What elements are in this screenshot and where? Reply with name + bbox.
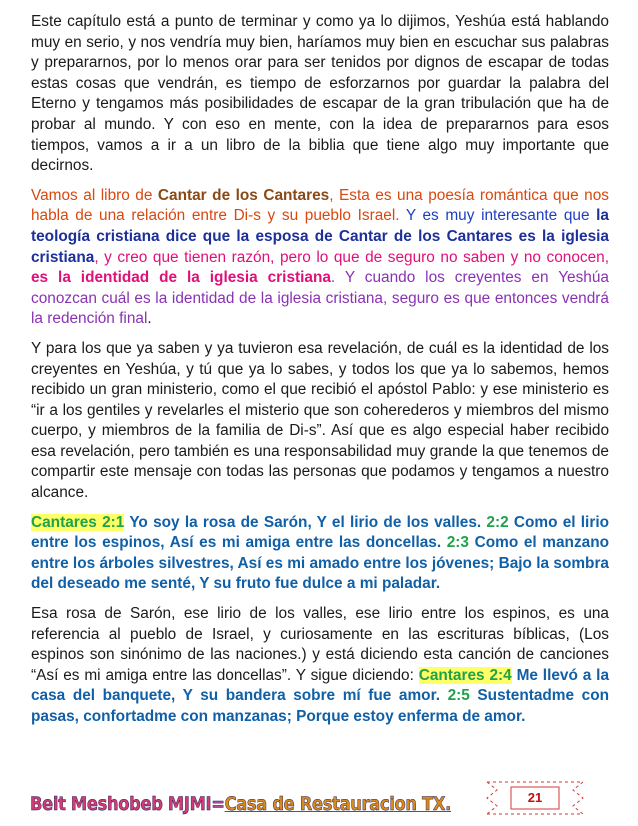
verse-ref: 2:5 bbox=[447, 687, 470, 705]
page-number-box bbox=[483, 778, 587, 818]
verse-text: Como el manzano entre los árboles silvestres, Así es mi amado entre los jóvenes; Bajo la sombra del deseado me senté, Y su fruto fue dulce a mi paladar. bbox=[31, 534, 609, 593]
p2-redemption: . Y cuando los creyentes en Yeshúa conozcan cuál es la identidad de la iglesia cristiana, seguro es que entonces vendrá la redención final bbox=[31, 269, 609, 328]
p5-text: Esa rosa de Sarón, ese lirio de los valles, ese lirio entre los espinos, es una referencia al pueblo de Israel, y curiosamente en las escrituras bíblicas, (Los espinos son sinónimo de las naciones.) y está diciendo esta canción de canciones “Así es mi amiga entre las doncellas”. Y sigue diciendo: bbox=[31, 605, 609, 684]
verse-ref-highlight: Cantares 2:1 bbox=[31, 513, 125, 531]
book-title: Cantar de los Cantares bbox=[157, 186, 330, 204]
p2-intro: Vamos al libro de bbox=[31, 186, 158, 204]
paragraph-2 bbox=[31, 186, 609, 330]
paragraph-1: Este capítulo está a punto de terminar y como ya lo dijimos, Yeshúa está hablando muy en serio, y nos vendría muy bien, haríamos muy bien en escuchar sus palabras y prepararnos, por lo menos orar para ser tenidos por dignos de escapar de todas estas cosas que vendrán, es tiempo de esforzarnos por guardar la palabra del Eterno y tengamos más posibilidades de escapar de la gran tribulación que ha de probar al mundo. Y con eso en mente, con la idea de prepararnos para esos tiempos, vamos a ir a un libro de la biblia que tiene algo muy importante que decirnos. bbox=[31, 13, 609, 175]
p2-theology: la teología cristiana dice que la esposa de Cantar de los Cantares es la iglesia cristiana bbox=[31, 207, 609, 266]
document-page bbox=[31, 12, 609, 738]
p2-interesting: Y es muy interesante que bbox=[399, 207, 597, 225]
p2-reason: , y creo que tienen razón, pero lo que de seguro no saben y no conocen, bbox=[94, 248, 609, 266]
page-number: 21 bbox=[527, 790, 543, 805]
p2-description: , Esta es una poesía romántica que nos habla de una relación entre Di-s y su pueblo Israel. bbox=[31, 186, 609, 225]
paragraph-4 bbox=[31, 513, 609, 595]
verse-ref-highlight: Cantares 2:4 bbox=[418, 666, 512, 684]
footer-brand bbox=[30, 793, 451, 815]
brand-separator: = bbox=[211, 793, 225, 815]
verse-text: Me llevó a la casa del banquete, Y su bandera sobre mí fue amor. bbox=[31, 666, 610, 705]
p2-period: . bbox=[147, 310, 152, 328]
verse-text: Yo soy la rosa de Sarón, Y el lirio de los valles. bbox=[124, 513, 487, 531]
verse-ref: 2:2 bbox=[486, 513, 509, 531]
brand-name: Beit Meshobeb MJMI bbox=[30, 793, 212, 815]
paragraph-3: Y para los que ya saben y ya tuvieron esa revelación, de cuál es la identidad de los creyentes en Yeshúa, y tú que ya lo sabes, y todos los que ya lo sabemos, hemos recibido un gran ministerio, como el que recibió el apóstol Pablo: y ese ministerio es “ir a los gentiles y revelarles el misterio que son coherederos y miembros del mismo cuerpo, y miembros de la familia de Di-s”. Así que es algo especial haber recibido esa revelación, pero también es una responsabilidad muy grande la que tenemos de compartir este mensaje con todas las personas que podamos y tengamos a nuestro alcance. bbox=[31, 339, 609, 502]
brand-subtitle: Casa de Restauracion TX. bbox=[224, 793, 451, 815]
verse-text: Sustentadme con pasas, confortadme con manzanas; Porque estoy enferma de amor. bbox=[31, 687, 610, 725]
verse-ref: 2:3 bbox=[446, 534, 469, 552]
paragraph-5 bbox=[31, 604, 609, 728]
p2-identity: es la identidad de la iglesia cristiana bbox=[31, 269, 331, 287]
verse-text: Como el lirio entre los espinos, Así es mi amiga entre las doncellas. bbox=[31, 513, 609, 552]
